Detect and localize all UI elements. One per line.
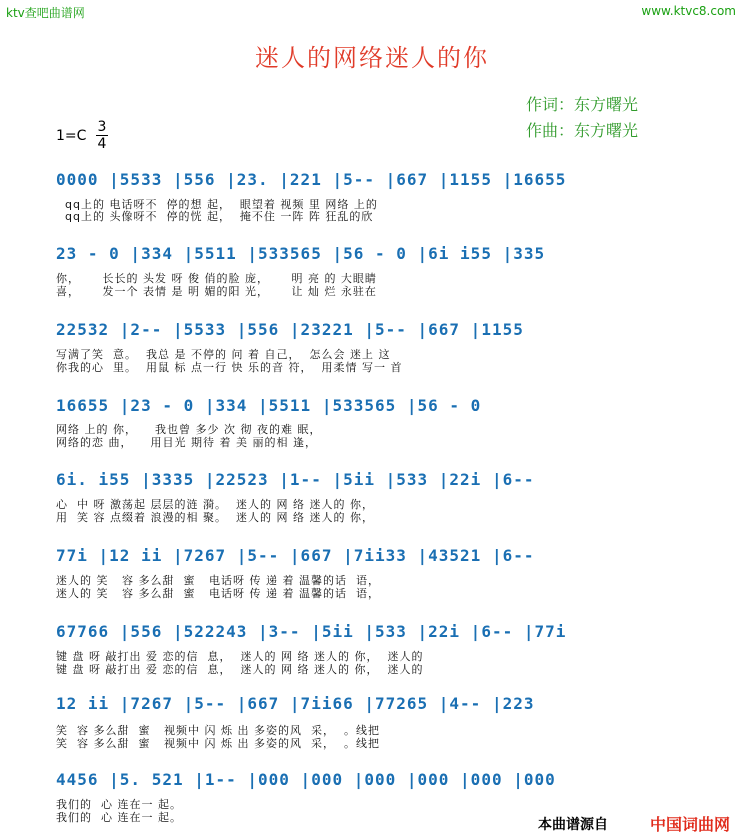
notation-line: 67766 |556 |522243 |3-- |5ii |533 |22i |6-- |77i <box>56 622 567 641</box>
notation-line: 22532 |2-- |5533 |556 |23221 |5-- |667 |1155 <box>56 320 524 339</box>
time-signature-bottom: 4 <box>97 136 107 152</box>
time-signature-top: 3 <box>97 119 107 135</box>
source-label: 本曲谱源自 <box>538 817 608 833</box>
lyric-line: qq上的 头像呀不 停的恍 起， 掩不住 一阵 阵 狂乱的欣 <box>56 210 374 223</box>
lyric-line: 我们的 心 连在一 起。 <box>56 811 182 824</box>
notation-line: 77i |12 ii |7267 |5-- |667 |7ii33 |43521 |6-- <box>56 546 535 565</box>
lyric-line: 用 笑 容 点缀着 浪漫的相 聚。 迷人的 网 络 迷人的 你， <box>56 511 374 524</box>
lyric-line: 我们的 心 连在一 起。 <box>56 798 182 811</box>
lyric-line: 笑 容 多么甜 蜜 视频中 闪 烁 出 多姿的风 采， 。线把 <box>56 724 380 737</box>
site-url-right[interactable]: www.ktvc8.com <box>641 4 736 18</box>
notation-line: 16655 |23 - 0 |334 |5511 |533565 |56 - 0 <box>56 396 482 415</box>
lyric-line: 键 盘 呀 敲打出 爱 恋的信 息， 迷人的 网 络 迷人的 你， 迷人的 <box>56 663 424 676</box>
notation-line: 23 - 0 |334 |5511 |533565 |56 - 0 |6i i55 |335 <box>56 244 546 263</box>
composer-credit: 作曲：东方曙光 <box>526 121 639 140</box>
lyric-line: 你我的心 里。 用鼠 标 点一行 快 乐的音 符， 用柔情 写一 首 <box>56 361 403 374</box>
key-signature: 1=C <box>56 128 87 144</box>
lyric-line: 网络 上的 你， 我也曾 多少 次 彻 夜的难 眠， <box>56 423 322 436</box>
time-signature <box>96 120 108 151</box>
song-title: 迷人的网络迷人的你 <box>255 44 489 72</box>
lyric-line: 迷人的 笑 容 多么甜 蜜 电话呀 传 递 着 温馨的话 语， <box>56 587 380 600</box>
lyric-line: 迷人的 笑 容 多么甜 蜜 电话呀 传 递 着 温馨的话 语， <box>56 574 380 587</box>
lyric-line: 喜， 发一个 表情 是 明 媚的阳 光， 让 灿 烂 永驻在 <box>56 285 377 298</box>
notation-line: 6i. i55 |3335 |22523 |1-- |5ii |533 |22i |6-- <box>56 470 535 489</box>
source-site-link[interactable]: 中国词曲网 <box>650 815 731 834</box>
lyric-line: 键 盘 呀 敲打出 爱 恋的信 息， 迷人的 网 络 迷人的 你， 迷人的 <box>56 650 424 663</box>
lyricist-credit: 作词：东方曙光 <box>526 95 639 114</box>
notation-line: 12 ii |7267 |5-- |667 |7ii66 |77265 |4-- |223 <box>56 694 535 713</box>
lyric-line: 写满了笑 意。 我总 是 不停的 问 着 自己， 怎么会 迷上 这 <box>56 348 391 361</box>
site-name-left[interactable]: ktv查吧曲谱网 <box>6 6 85 20</box>
lyric-line: 网络的恋 曲， 用目光 期待 着 美 丽的相 逢， <box>56 436 317 449</box>
notation-line: 0000 |5533 |556 |23. |221 |5-- |667 |1155 |16655 <box>56 170 567 189</box>
lyric-line: 心 中 呀 激荡起 层层的涟 漪。 迷人的 网 络 迷人的 你， <box>56 498 374 511</box>
lyric-line: qq上的 电话呀不 停的想 起， 眼望着 视频 里 网络 上的 <box>56 198 378 211</box>
lyric-line: 笑 容 多么甜 蜜 视频中 闪 烁 出 多姿的风 采， 。线把 <box>56 737 380 750</box>
lyric-line: 你， 长长的 头发 呀 俊 俏的脸 庞， 明 亮 的 大眼睛 <box>56 272 377 285</box>
notation-line: 4456 |5. 521 |1-- |000 |000 |000 |000 |000 |000 <box>56 770 556 789</box>
